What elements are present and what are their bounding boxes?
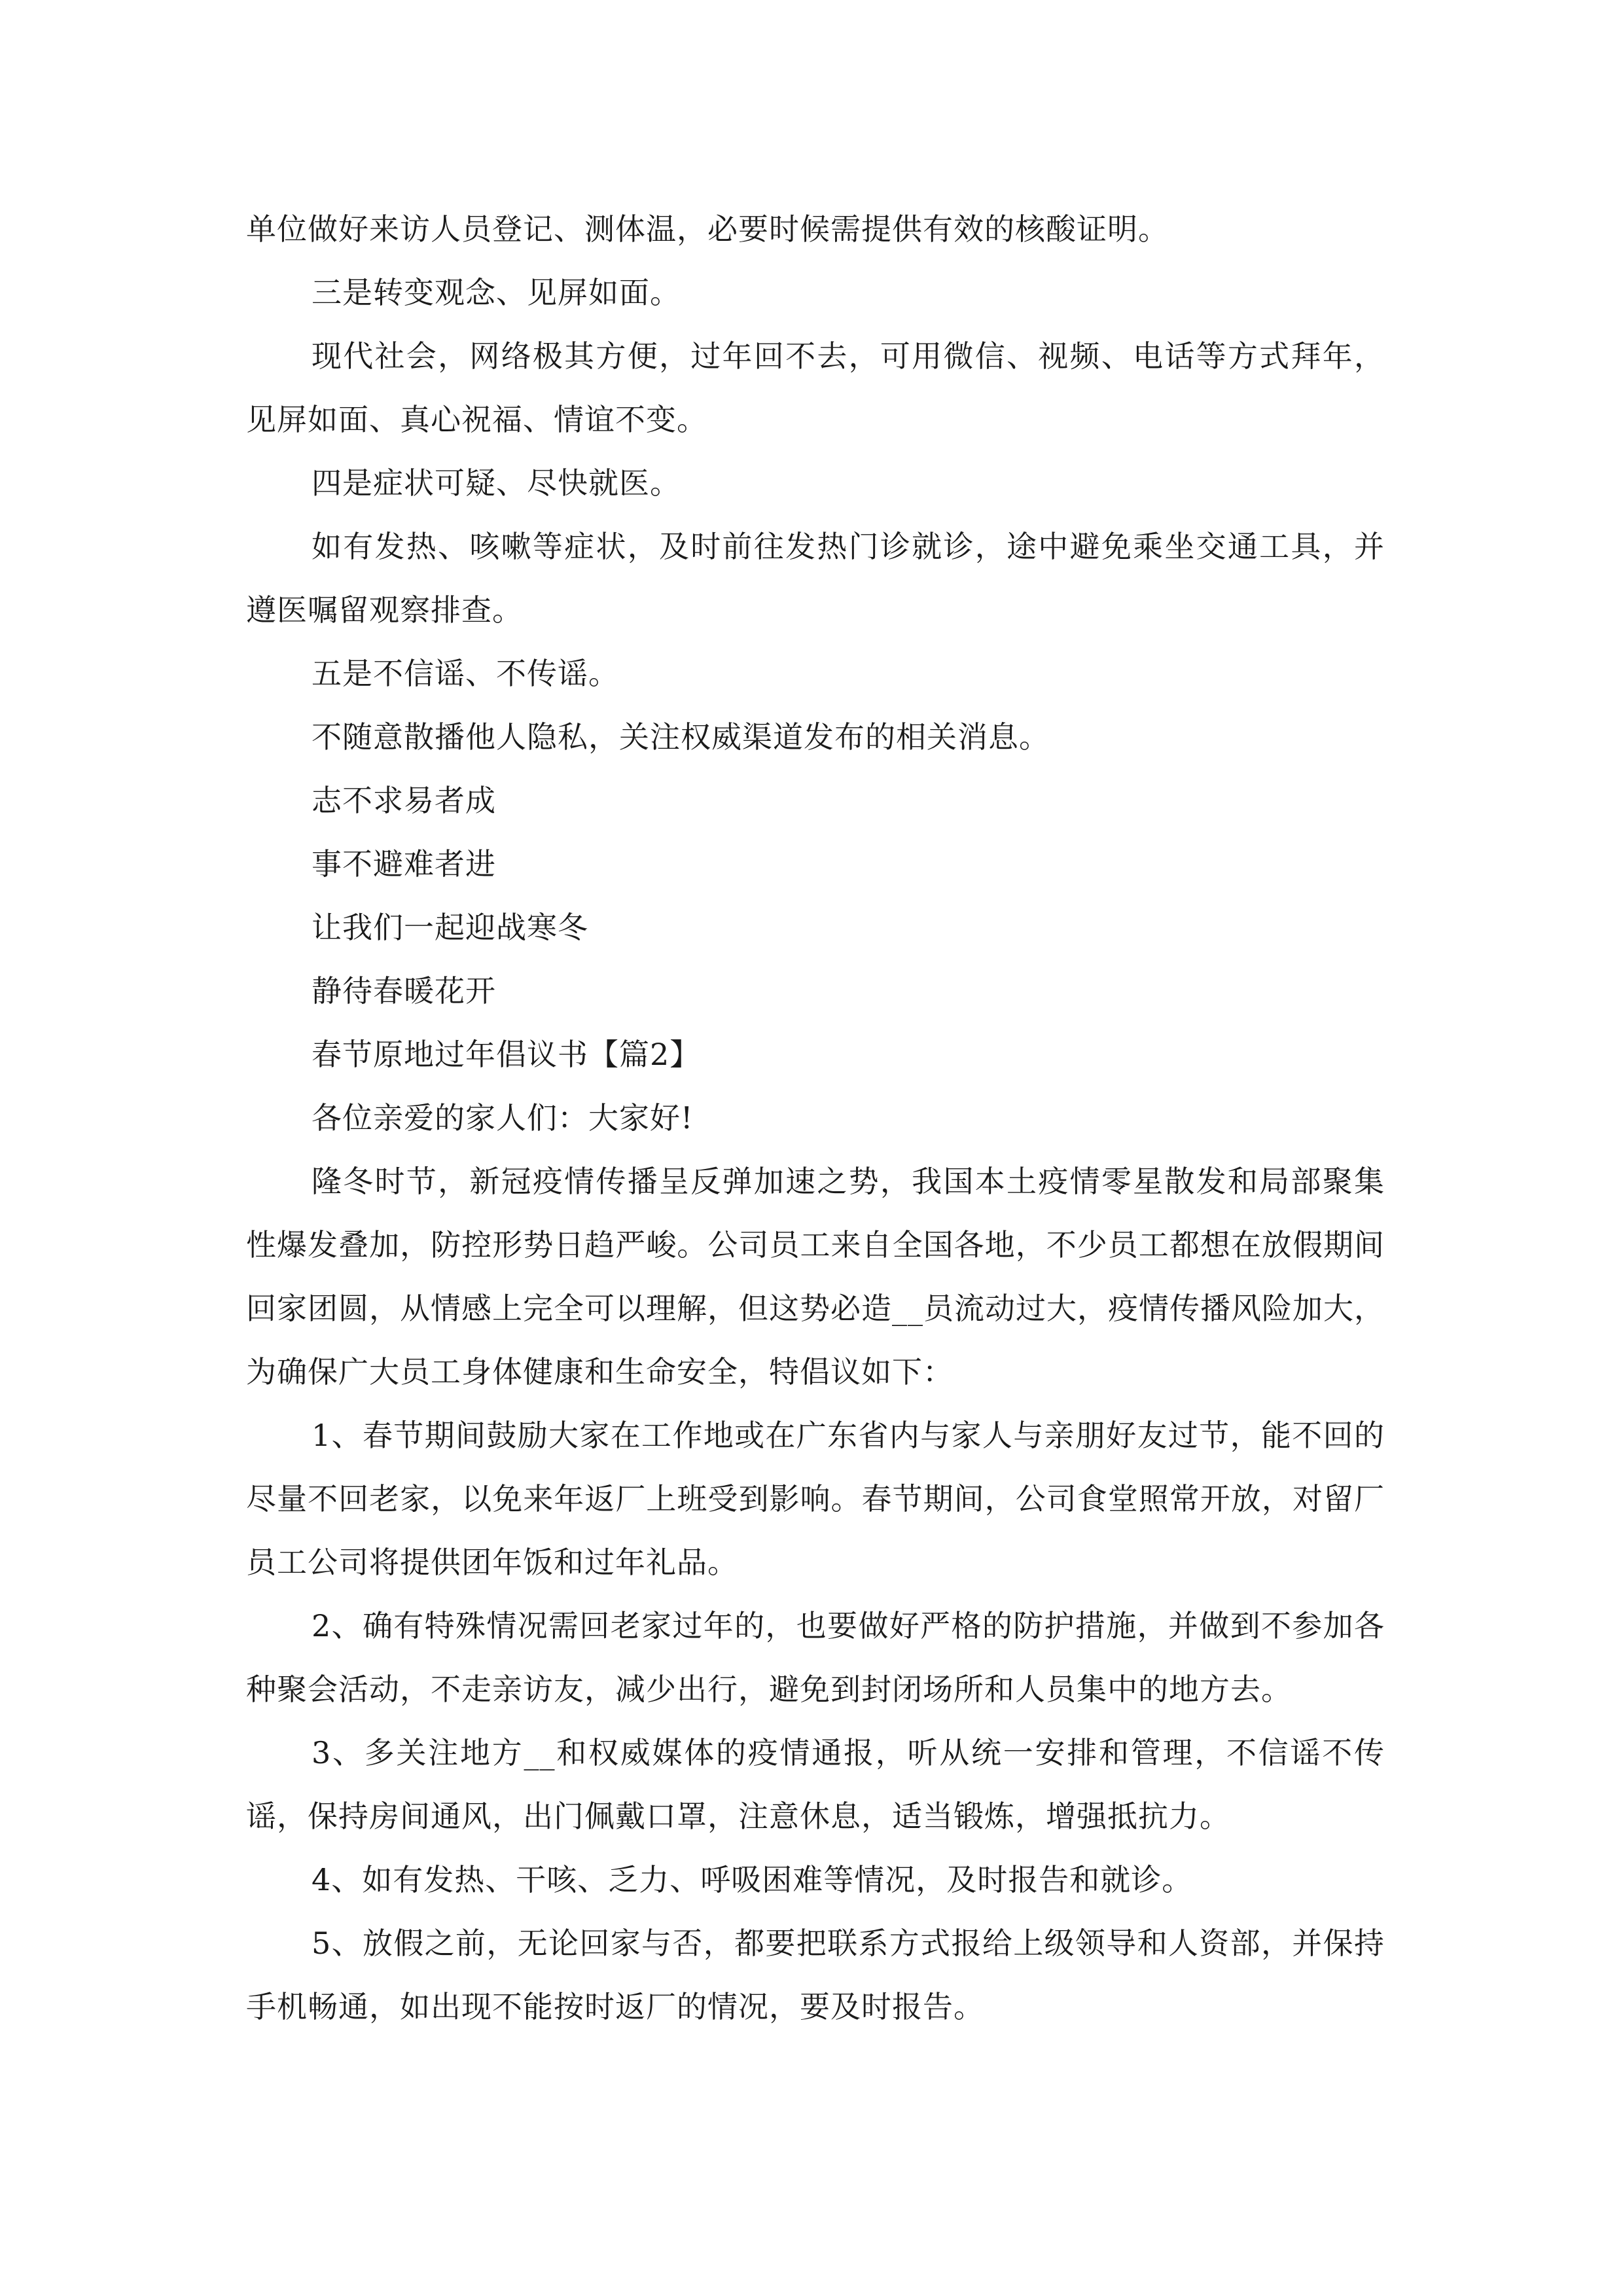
paragraph-11: 静待春暖花开	[312, 973, 496, 1009]
greeting: 各位亲爱的家人们：大家好!	[312, 1100, 694, 1136]
paragraph-3: 现代社会，网络极其方便，过年回不去，可用微信、视频、电话等方式拜年，见屏如面、真心祝福、情谊不变。	[246, 338, 1385, 437]
paragraph-14: 隆冬时节，新冠疫情传播呈反弹加速之势，我国本土疫情零星散发和局部聚集性爆发叠加，防控形势日趋严峻。公司员工来自全国各地，不少员工都想在放假期间回家团圆，从情感上完全可以理解，但这势必造__员流动过大，疫情传播风险加大，为确保广大员工身体健康和生命安全，特倡议如下：	[246, 1164, 1385, 1390]
paragraph-6: 五是不信谣、不传谣。	[312, 656, 619, 691]
paragraph-8: 志不求易者成	[312, 783, 496, 818]
list-item-3: 3、多关注地方__和权威媒体的疫情通报，听从统一安排和管理，不信谣不传谣，保持房间通风，出门佩戴口罩，注意休息，适当锻炼，增强抵抗力。	[246, 1735, 1385, 1834]
paragraph-7: 不随意散播他人隐私，关注权威渠道发布的相关消息。	[312, 719, 1050, 755]
paragraph-9: 事不避难者进	[312, 846, 496, 882]
list-item-4: 4、如有发热、干咳、乏力、呼吸困难等情况，及时报告和就诊。	[312, 1862, 1193, 1897]
list-item-1: 1、春节期间鼓励大家在工作地或在广东省内与家人与亲朋好友过节，能不回的尽量不回老家，以免来年返厂上班受到影响。春节期间，公司食堂照常开放，对留厂员工公司将提供团年饭和过年礼品。	[246, 1418, 1385, 1580]
paragraph-2: 三是转变观念、见屏如面。	[312, 275, 681, 310]
section-heading: 春节原地过年倡议书【篇2】	[312, 1037, 701, 1072]
list-item-5: 5、放假之前，无论回家与否，都要把联系方式报给上级领导和人资部，并保持手机畅通，如出现不能按时返厂的情况，要及时报告。	[246, 1926, 1385, 2024]
paragraph-1: 单位做好来访人员登记、测体温，必要时候需提供有效的核酸证明。	[246, 211, 1169, 247]
list-item-2: 2、确有特殊情况需回老家过年的，也要做好严格的防护措施，并做到不参加各种聚会活动，不走亲访友，减少出行，避免到封闭场所和人员集中的地方去。	[246, 1608, 1385, 1707]
paragraph-4: 四是症状可疑、尽快就医。	[312, 465, 681, 501]
paragraph-5: 如有发热、咳嗽等症状，及时前往发热门诊就诊，途中避免乘坐交通工具，并遵医嘱留观察排查。	[246, 529, 1385, 628]
document-body	[246, 198, 1385, 2039]
paragraph-10: 让我们一起迎战寒冬	[312, 910, 588, 945]
